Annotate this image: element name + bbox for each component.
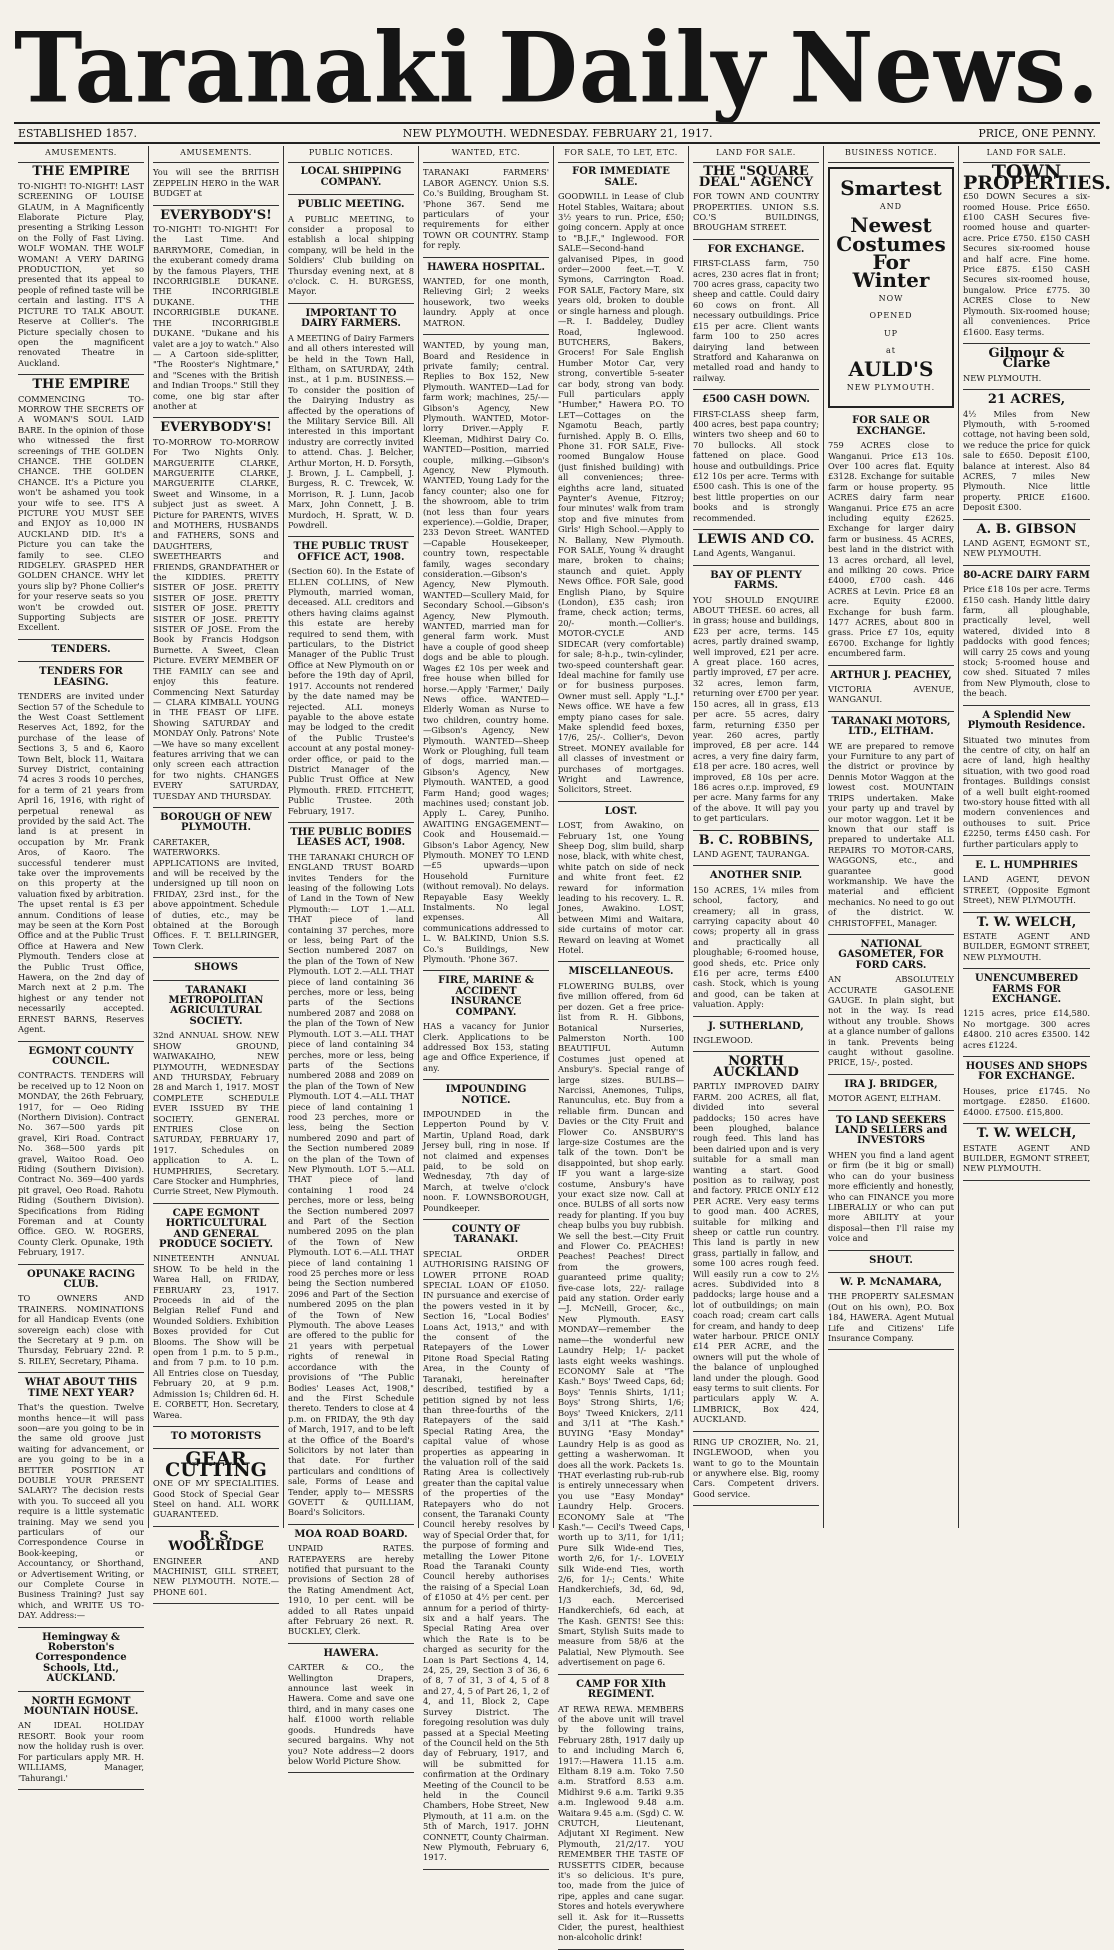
advertisement-title: TOWN PROPERTIES. xyxy=(963,161,1112,194)
advertisement xyxy=(18,164,144,368)
advertisement xyxy=(693,832,819,860)
advertisement-body: THE PROPERTY SALESMAN (Out on his own), P.O. Box 184, HAWERA. Agent Mutual Life and Citizens' Life Insurance Company. xyxy=(828,1291,954,1343)
advertisement xyxy=(423,976,549,1073)
advertisement xyxy=(423,263,549,328)
divider xyxy=(693,389,819,390)
advertisement xyxy=(963,974,1090,1050)
dateline xyxy=(14,122,1100,144)
advertisement xyxy=(153,420,279,801)
advertisement xyxy=(288,309,414,531)
advertisement-title: 21 ACRES, xyxy=(987,392,1066,408)
divider xyxy=(693,1016,819,1017)
advertisement-title: FOR SALE OR EXCHANGE. xyxy=(852,415,930,437)
costume-box-line7: NOW xyxy=(878,293,904,303)
masthead-word-daily: Daily xyxy=(498,11,766,125)
divider xyxy=(288,1643,414,1644)
column-5 xyxy=(554,146,689,1943)
advertisement xyxy=(288,828,414,1518)
advertisement xyxy=(153,986,279,1197)
advertisement-title: LEWIS AND CO. xyxy=(697,532,815,547)
advertisement-title: 80-ACRE DAIRY FARM xyxy=(963,569,1090,581)
advertisement xyxy=(153,963,279,973)
column-heading: LAND FOR SALE. xyxy=(963,146,1090,163)
advertisement-body: FIRST-CLASS sheep farm, 400 acres, best papa country; winters two sheep and 60 to 70 bullocks. All stock fattened on place. Good house and outbuildings. Price £12 10s per acre. Terms with £500 cash. This is one of the best little properties on our books and is strongly recommended. xyxy=(693,408,819,523)
advertisement-body: MOTOR AGENT, ELTHAM. xyxy=(828,1093,941,1104)
advertisement-title: TARANAKI MOTORS, LTD., ELTHAM. xyxy=(831,715,951,738)
advertisement-title: IRA J. BRIDGER, xyxy=(844,1078,938,1090)
advertisement xyxy=(693,164,819,233)
advertisement-body: TO-MORROW TO-MORROW For Two Nights Only. MARGUERITE CLARKE, MARGUERITE CLARKE, MARGUERITE CLARKE, Sweet and Winsome, in a subject just as sweet. A Picture for PARENTS, WIVES and MOTHERS, HUSBANDS and FATHERS, SONS and DAUGHTERS, SWEETHEARTS and FRIENDS, GRANDFATHER or the KIDDIES. PRETTY SISTER OF JOSE. PRETTY SISTER OF JOSE. PRETTY SISTER OF JOSE. PRETTY SISTER OF JOSE. PRETTY SISTER OF JOSE. From the Book by Francis Hodgson Burnette. A Sweet, Clean Picture. EVERY MEMBER OF THE FAMILY can see and enjoy this feature. Commencing Next Saturday— CLARA KIMBALL YOUNG in THE FEAST OF LIFE. Showing SATURDAY and MONDAY Only. Patrons' Note—We have so many excellent features arriving that we can only screen each attraction for two nights. CHANGES EVERY SATURDAY, TUESDAY AND THURSDAY. xyxy=(153,436,279,801)
costume-box-line10: at xyxy=(886,346,896,356)
costume-box-line8: OPENED xyxy=(869,311,913,321)
advertisement xyxy=(558,967,684,1667)
advertisement-title: TARANAKI METROPOLITAN AGRICULTURAL SOCIETY. xyxy=(168,984,264,1027)
advertisement-body: ONE OF MY SPECIALITIES. Good Stock of Special Gear Steel on hand. ALL WORK GUARANTEED. xyxy=(153,1478,279,1520)
advertisement xyxy=(288,167,414,188)
advertisement-title: CAMP FOR XIth REGIMENT. xyxy=(576,1678,666,1701)
advertisement-title: BAY OF PLENTY FARMS. xyxy=(710,569,802,592)
advertisement-title: A. B. GIBSON xyxy=(976,521,1077,537)
advertisement-body: FOR TOWN AND COUNTRY PROPERTIES. UNION S.S. CO.'S BUILDINGS, BROUGHAM STREET. xyxy=(693,191,819,233)
column-4 xyxy=(419,146,554,1863)
advertisement-title: ANOTHER SNIP. xyxy=(709,870,803,882)
divider xyxy=(18,1627,144,1628)
advertisement xyxy=(558,167,684,794)
advertisement-body: A PUBLIC MEETING, to consider a proposal to establish a local shipping company, will be held in the Soldiers' Club building on Thursday evening next, at 8 o'clock. C. H. BURGESS, Mayor. xyxy=(288,213,414,297)
advertisement xyxy=(288,200,414,297)
advertisement-title: HAWERA. xyxy=(323,1647,379,1659)
divider xyxy=(18,1691,144,1692)
advertisement xyxy=(423,1085,549,1213)
advertisement-body: IMPOUNDED in the Lepperton Pound by V. Martin, Upland Road, dark Jersey bull, ring in nose. If not claimed and expenses paid, to be sold on Wednesday, 7th day of March, at twelve o'clock noon. F. LOWNSBOROUGH, Poundkeeper. xyxy=(423,1108,549,1213)
advertisement xyxy=(963,914,1090,963)
masthead-word-news: News. xyxy=(789,11,1100,125)
advertisement xyxy=(828,940,954,1068)
divider xyxy=(963,1180,1090,1181)
advertisement-title: TENDERS. xyxy=(51,643,111,655)
advertisement-body: Situated two minutes from the centre of city, on half an acre of land, high healthy situation, with two good road frontages. Buildings consist of a well built eight-roomed two-story house fitted with all modern conveniences and outhouses to suit. Price £2250, terms £450 cash. For further particulars apply to xyxy=(963,734,1090,849)
advertisement xyxy=(18,377,144,633)
divider xyxy=(153,1203,279,1204)
advertisement-body: CONTRACTS. TENDERS will be received up to 12 Noon on MONDAY, the 26th February, 1917, for — Oeo Riding (Northern Division). Contract No. 367—500 yards pit gravel, Kiri Road. Contract No. 368—500 yards pit gravel, Waitoo Road. Oeo Riding (Southern Division). Contract No. 369—400 yards pit gravel, Oeo Road. Rahotu Riding (Southern Division). Specifications from Riding Foreman and at County Office. GEO. W. ROGERS, County Clerk. Opunake, 19th February, 1917. xyxy=(18,1070,144,1258)
divider xyxy=(153,1526,279,1527)
costume-box-line5: For xyxy=(872,250,910,275)
divider xyxy=(423,1219,549,1220)
advertisement-title: EVERYBODY'S! xyxy=(160,420,272,436)
divider xyxy=(963,1123,1090,1124)
advertisement-body: Houses, price £1745. No mortgage. £2850. £1600. £4000. £7500. £15,800. xyxy=(963,1085,1090,1117)
advertisement-title: IMPOUNDING NOTICE. xyxy=(445,1084,527,1106)
advertisement-body: RING UP CROZIER, No. 21, INGLEWOOD, when you want to go to the Mountain or anywhere else. Big, roomy Cars. Competent drivers. Good service. xyxy=(693,1436,819,1499)
advertisement-body: INGLEWOOD. xyxy=(693,1035,753,1046)
masthead-word-taranaki: Taranaki xyxy=(14,11,475,125)
divider xyxy=(963,1056,1090,1057)
advertisement xyxy=(18,1697,144,1783)
advertisement-title: IMPORTANT TO DAIRY FARMERS. xyxy=(301,307,401,330)
advertisement-body: 32nd ANNUAL SHOW. NEW SHOW GROUND, WAIWAKAIHO, NEW PLYMOUTH, WEDNESDAY AND THURSDAY, February 28 and March 1, 1917. MOST COMPLETE SCHEDULE EVER ISSUED BY THE SOCIETY. GENERAL ENTRIES Close on SATURDAY, FEBRUARY 17, 1917. Schedules on application to A. L. HUMPHRIES, Secretary. Care Stocker and Humphries, Currie Street, New Plymouth. xyxy=(153,1030,279,1197)
divider xyxy=(558,801,684,802)
divider xyxy=(18,1789,144,1790)
advertisement-title: A Splendid New Plymouth Residence. xyxy=(967,709,1086,732)
advertisement-body: Price £18 10s per acre. Terms £150 cash. Handy little dairy farm, all ploughable, practically level, well watered, divided into 8 paddocks with good fences; will carry 25 cows and young stock; 5-roomed house and cow shed. Situated 7 miles from New Plymouth, close to the beach. xyxy=(963,584,1090,699)
advertisement-body: NEW PLYMOUTH. xyxy=(963,372,1042,383)
advertisement-title: COUNTY OF TARANAKI. xyxy=(451,1224,521,1246)
divider xyxy=(18,639,144,640)
advertisement-title: NATIONAL GASOMETER, FOR FORD CARS. xyxy=(838,938,944,971)
column-1 xyxy=(14,146,149,1783)
advertisement-title: SHOWS xyxy=(194,962,238,974)
advertisement-body: CARETAKER, WATERWORKS. APPLICATIONS are invited, and will be received by the undersigned up till noon on FRIDAY, 23rd inst., for the above appointment. Schedule of duties, etc., may be obtained at the Borough Offices. F. T. BELLRINGER, Town Clerk. xyxy=(153,836,279,951)
advertisement-title: ARTHUR J. PEACHEY, xyxy=(830,669,952,681)
advertisement xyxy=(963,861,1090,906)
advertisement-title: TO LAND SEEKERS LAND SELLERS and INVESTORS xyxy=(834,1114,948,1147)
divider xyxy=(558,1674,684,1675)
advertisement xyxy=(18,645,144,655)
column-2 xyxy=(149,146,284,1597)
advertisement xyxy=(558,1680,684,1943)
advertisement-body: VICTORIA AVENUE, WANGANUI. xyxy=(828,684,954,705)
advertisement xyxy=(18,1633,144,1685)
divider xyxy=(963,968,1090,969)
advertisement-body: NINETEENTH ANNUAL SHOW. To be held in the Warea Hall, on FRIDAY, FEBRUARY 23, 1917. Proceeds in aid of the Belgian Relief Fund and Wounded Soldiers. Exhibition Boxes provided for Cut Blooms. The Show will be open from 1 p.m. to 5 p.m., and from 7 p.m. to 10 p.m. All Entries close on Tuesday, February 20, at 9 p.m. Admission 1s; Children 6d. H. E. CORBETT, Hon. Secretary, Warea. xyxy=(153,1253,279,1420)
column-6 xyxy=(689,146,824,1528)
column-7 xyxy=(824,146,959,1528)
columns xyxy=(14,146,1112,1943)
advertisement-title: HAWERA HOSPITAL. xyxy=(427,261,545,273)
costume-box-line4: Costumes xyxy=(836,231,946,256)
advertisement-title: LOST. xyxy=(604,805,638,817)
divider xyxy=(693,1431,819,1432)
advertisement-body: WE are prepared to remove your Furniture to any part of the district or province by Dennis Motor Waggon at the lowest cost. MOUNTAIN TRIPS undertaken. Make your party up and travel by our motor waggon. Let it be known that our staff is prepared to undertake ALL REPAIRS TO MOTOR-CARS, WAGGONS, etc., and guarantee good workmanship. We have the material and efficient mechanics. No need to go out of the district. W. CHRISTOFFEL, Manager. xyxy=(828,740,954,928)
advertisement-title: B. C. ROBBINS, xyxy=(698,832,814,848)
advertisement xyxy=(963,161,1112,337)
column-8 xyxy=(959,146,1112,1528)
advertisement-body: TO-NIGHT! TO-NIGHT! LAST SCREENING OF LOUISE GLAUM, in A Magnificently Elaborate Picture Play, presenting a Striking Lesson on the Folly of Fast Living. WOLF WOMAN. THE WOLF WOMAN! A VERY DARING PRODUCTION, yet so presented that its appeal to people of refined taste will be certain and lasting. IT'S A PICTURE TO TALK ABOUT. Reserve at Collier's. The Picture specially chosen to open the magnificent renovated Theatre in Auckland. xyxy=(18,180,144,368)
divider xyxy=(828,1349,954,1350)
divider xyxy=(153,417,279,418)
divider xyxy=(423,970,549,971)
advertisement-body: WANTED, by young man, Board and Residence in private family; central. Replies to Box 152, New Plymouth. WANTED—Lad for farm work; machines, 25/-—Gibson's Agency, New Plymouth. WANTED, Motor-lorry Driver.—Apply F. Kleeman, Midhirst Dairy Co. WANTED—Position, married couple, milking.—Gibson's Agency, New Plymouth. WANTED, Young Lady for the fancy counter; also one for the showroom, able to trim (not less than four years experience).—Goldie, Draper, 233 Devon Street. WANTED—Capable Housekeeper, country town, respectable family, wages secondary consideration.—Gibson's Agency, New Plymouth. WANTED—Scullery Maid, for Secondary School.—Gibson's Agency, New Plymouth. WANTED, married man for general farm work. Must have a couple of good sheep dogs and be able to plough. Wages £2 10s per week and free house when billed for horse.—Apply 'Farmer,' Daily News office. WANTED—Elderly Woman as Nurse to two children, country home.—Gibson's Agency, New Plymouth. WANTED—Sheep Work or Ploughing, full team of dogs, married man.—Gibson's Agency, New Plymouth. WANTED, a good Farm Hand; good wages; machines used; constant job. Apply L. Carey, Puniho. AWAITING ENGAGEMENT—Cook and Housemaid.—Gibson's Labor Agency, New Plymouth. MONEY TO LEND—£5 upwards—upon Household Furniture (without removal). No delays. Repayable Easy Weekly Instalments. No legal expenses. All communications addressed to L. W. BALKIND, Union S.S. Co.'s Buildings, New Plymouth. 'Phone 367. xyxy=(423,340,549,965)
divider xyxy=(828,1110,954,1111)
place-date-text: NEW PLYMOUTH. WEDNESDAY. FEBRUARY 21, 1917. xyxy=(402,126,713,140)
advertisement-body: TO-NIGHT! TO-NIGHT! For the Last Time. And BARRYMORE, Comedian, in the exuberant comedy drama by the famous Players, THE INCORRIGIBLE DUKANE. THE INCORRIGIBLE DUKANE. THE INCORRIGIBLE DUKANE. THE INCORRIGIBLE DUKANE. "Dukane and his valet are a joy to watch." Also— A Cartoon side-splitter, "The Rooster's Nightmare," and "Scenes with the British and Indian Troops." Still they come, one big star after another at xyxy=(153,224,279,411)
divider xyxy=(18,661,144,662)
divider xyxy=(963,343,1090,344)
divider xyxy=(423,257,549,258)
advertisement xyxy=(963,392,1090,513)
advertisement-body: 1215 acres, price £14,580. No mortgage. 300 acres £4800. 210 acres £3500. 142 acres £1224. xyxy=(963,1008,1090,1050)
divider xyxy=(693,529,819,530)
divider xyxy=(828,665,954,666)
advertisement-title: CAPE EGMONT HORTICULTURAL AND GENERAL PRODUCE SOCIETY. xyxy=(159,1207,273,1250)
divider xyxy=(153,1603,279,1604)
advertisement xyxy=(153,1448,279,1520)
divider xyxy=(963,565,1090,566)
advertisement-title: TO MOTORISTS xyxy=(170,1430,262,1442)
advertisement-body: AN ABSOLUTELY ACCURATE GASOLENE GAUGE. In plain sight, but not in the way. Is read without any trouble. Shows at a glance number of gallons in tank. Prevents being caught without gasoline. PRICE, 15/-, posted. xyxy=(828,974,954,1068)
divider xyxy=(423,334,549,335)
advertisement xyxy=(288,542,414,816)
advertisement-body: You will see the BRITISH ZEPPELIN HERO in the WAR BUDGET at xyxy=(153,167,279,199)
divider xyxy=(693,865,819,866)
advertisement-title: FIRE, MARINE & ACCIDENT INSURANCE COMPANY. xyxy=(438,975,534,1018)
advertisement-body: ESTATE AGENT AND BUILDER, EGMONT STREET, NEW PLYMOUTH. xyxy=(963,1142,1090,1174)
advertisement-body: (Section 60). In the Estate of ELLEN COLLINS, of New Plymouth, married woman, deceased. ALL creditors and others having claims against this estate are hereby required to send them, with particulars, to the District Manager of the Public Trust Office at New Plymouth on or before the 19th day of April, 1917. Accounts not rendered by the date named may be rejected. ALL moneys payable to the above estate may be lodged to the credit of the Public Trustee's account at any postal money-order office, or paid to the District Manager of the Public Trust Office at New Plymouth. FRED. FITCHETT, Public Trustee. 20th February, 1917. xyxy=(288,566,414,816)
advertisement-title: FOR IMMEDIATE SALE. xyxy=(572,166,670,188)
advertisement-body: YOU SHOULD ENQUIRE ABOUT THESE. 60 acres, all in grass; house and buildings, £23 per acre, terms. 145 acres, partly drained swamp, well improved, £21 per acre. A great place. 160 acres, partly improved, £7 per acre. 32 acres, lemon farm, returning over £700 per year. 150 acres, all in grass, £13 per acre. 55 acres, dairy farm, returning £350 per year. 260 acres, partly improved, £8 per acre. 144 acres, a very fine dairy farm, £18 per acre. 180 acres, well improved, £8 10s per acre. 186 acres o.r.p. improved, £9 per acre. Many farms for any of the above. It will pay you to get particulars. xyxy=(693,594,820,824)
divider xyxy=(18,1264,144,1265)
advertisement xyxy=(963,345,1090,383)
divider xyxy=(828,1272,954,1273)
advertisement-body: GOODWILL in Lease of Club Hotel Stables, Waitara; about 3½ years to run. Price, £50; going concern. Apply at once to "B.J.F.," Inglewood. FOR SALE—Second-hand galvanised Pipes, in good order—2000 feet.—T. V. Symons, Carrington Road. FOR SALE, Factory Mare, six years old, broken to double or single harness and plough.—R. I. Baddeley, Dudley Road, Inglewood. BUTCHERS, Bakers, Grocers! For Sale English Humber Motor Car, very strong, convertible 5-seater car body, strong van body. Full particulars apply "Humber," Hawera P.O. TO LET—Cottages on the Ngamotu Beach, partly furnished. Apply B. O. Ellis, Phone 31. FOR SALE, Five-roomed Bungalow House (just finished building) with all conveniences; three-eighths acre land, situated Paynter's Avenue, Fitzroy; four minutes' walk from tram stop and five minutes from Girls' High School.—Apply to N. Ballany, New Plymouth. FOR SALE, Young ¾ draught mare, broken to chains; staunch and quiet. Apply News Office. FOR Sale, good English Piano, by Squire (London), £35 cash; iron frame, check action; terms, 20/- month.—Collier's. MOTOR-CYCLE AND SIDECAR (very comfortable) for sale; 8-h.p., twin-cylinder, two-speed countershaft gear. Ideal machine for family use or for business purposes. Owner must sell. Apply "L.J." News office. WE have a few empty piano cases for sale. Make splendid feed boxes, 17/6, 25/-. Collier's, Devon Street. MONEY available for all classes of investment or purchases of mortgages. Wright and Lawrence, Solicitors, Street. xyxy=(558,191,684,795)
advertisement-title: UNENCUMBERED FARMS FOR EXCHANGE. xyxy=(974,973,1079,1006)
advertisement xyxy=(963,1062,1090,1117)
advertisement-title: MISCELLANEOUS. xyxy=(568,966,674,978)
advertisement-title: EGMONT COUNTY COUNCIL. xyxy=(28,1045,134,1067)
advertisement-title: EVERYBODY'S! xyxy=(160,207,272,223)
advertisement-body: THE TARANAKI CHURCH OF ENGLAND TRUST BOARD invites Tenders for the leasing of the following Lots of Land in the Town of New Plymouth:— LOT 1.—ALL THAT piece of land containing 37 perches, more or less, being Part of the Section numbered 2087 on the plan of the Town of New Plymouth. LOT 2.—ALL THAT piece of land containing 36 perches, more or less, being parts of the Sections numbered 2087 and 2088 on the plan of the Town of New Plymouth. LOT 3.—ALL THAT piece of land containing 34 perches, more or less, being parts of the Sections numbered 2088 and 2089 on the plan of the Town of New Plymouth. LOT 4.—ALL THAT piece of land containing 1 rood 23 perches, more or less, being the Section numbered 2090 and part of the Section numbered 2089 on the plan of the Town of New Plymouth. LOT 5.—ALL THAT piece of land containing 1 rood 24 perches, more or less, being the Section numbered 2097 and Part of the Section numbered 2095 on the plan of the Town of New Plymouth. LOT 6.—ALL THAT piece of land containing 1 rood 25 perches more or less being the Section numbered 2096 and Part of the Section numbered 2095 on the plan of the Town of New Plymouth. The above Leases are offered to the public for 21 years with perpetual rights of renewal in accordance with the provisions of "The Public Bodies' Leases Act, 1908," and the First Schedule thereto. Tenders to close at 4 p.m. on FRIDAY, the 9th day of March, 1917, and to be left at the Office of the Board's Solicitors by not later than that date. For further particulars and conditions of sale, Forms of Lease and Tender, apply to— MESSRS GOVETT & QUILLIAM, Board's Solicitors. xyxy=(288,851,414,1518)
advertisement-title: BOROUGH OF NEW PLYMOUTH. xyxy=(160,811,272,834)
advertisement xyxy=(828,717,954,928)
advertisement xyxy=(828,1256,954,1266)
advertisement xyxy=(693,245,819,383)
advertisement-body: SPECIAL ORDER AUTHORISING RAISING OF LOWER PITONE ROAD SPECIAL LOAN OF £1050. IN pursuance and exercise of the powers vested in it by Section 16, "Local Bodies' Loans Act, 1913," and with the consent of the Ratepayers of the Lower Pitone Road Special Rating Area, in the County of Taranaki, hereinafter described, testified by a petition signed by not less than three-fourths of the Ratepayers of the said Special Rating Area, the capital value of whose properties as appearing in the valuation roll of the said Rating Area is collectively greater than the capital value of the properties of the Ratepayers who do not consent, the Taranaki County Council hereby resolves by way of Special Order that, for the purpose of forming and metalling the Lower Pitone Road the Taranaki County Council hereby authorises the raising of a Special Loan of £1050 at 4½ per cent. per annum for a period of thirty-six and a half years. The Special Rating Area over which the Rate is to be charged as security for the Loan is Part Sections 4, 14, 24, 25, 29, Section 3 of 36, 6 of 8, 7 of 31, 3 of 4, 5 of 8 and 27, 4, 5 of Part 26, 1, 2 of 4, and 11, Block 2, Cape Survey District. The foregoing resolution was duly passed at a Special Meeting of the Council held on the 5th day of February, 1917, and will be submitted for confirmation at the Ordinary Meeting of the Council to be held in the Council Chambers, Hobe Street, New Plymouth, at 11 a.m. on the 5th of March, 1917. JOHN CONNETT, County Chairman. New Plymouth, February 6, 1917. xyxy=(423,1248,549,1863)
divider xyxy=(693,1505,819,1506)
divider xyxy=(693,239,819,240)
advertisement-body: ENGINEER AND MACHINIST, GILL STREET, NEW PLYMOUTH. NOTE.—PHONE 601. xyxy=(153,1555,279,1597)
advertisement xyxy=(153,1209,279,1420)
established-text: ESTABLISHED 1857. xyxy=(18,126,137,140)
costume-box-line12: NEW PLYMOUTH. xyxy=(846,382,936,392)
advertisement-title: THE PUBLIC BODIES LEASES ACT, 1908. xyxy=(290,826,412,849)
advertisement-title: MOA ROAD BOARD. xyxy=(294,1528,408,1540)
divider xyxy=(18,1372,144,1373)
advertisement-title: T. W. WELCH, xyxy=(976,1126,1077,1142)
divider xyxy=(153,980,279,981)
advertisement xyxy=(828,671,954,705)
advertisement-body: 759 ACRES close to Wanganui. Price £13 10s. Over 100 acres flat. Equity £3128. Exchange for suitable farm or house property. 95 ACRES dairy farm near Wanganui. Price £75 an acre including equity £2625. Exchange for larger dairy farm or business. 45 ACRES, best land in the district with 13 acres orchard, all level, and milking 20 cows. Price £4000, £700 cash. 446 ACRES at Levin. Price £8 an acre. Equity £2000. Exchange for bush farm. 1477 ACRES, about 800 in grass. Price £7 10s, equity £6700. Exchange for lightly encumbered farm. xyxy=(828,440,954,659)
divider xyxy=(828,934,954,935)
advertisement-title: NORTH EGMONT MOUNTAIN HOUSE. xyxy=(23,1695,139,1718)
column-heading: LAND FOR SALE. xyxy=(693,146,819,163)
advertisement xyxy=(828,416,954,658)
advertisement xyxy=(558,807,684,956)
column-heading: PUBLIC NOTICES. xyxy=(288,146,414,163)
column-3 xyxy=(284,146,419,1766)
advertisement-body: £50 DOWN Secures a six-roomed House. Price £650. £100 CASH Secures five-roomed house and quarter-acre. Price £750. £150 CASH Secures six-roomed house and half acre. Fine home. Price £875. £150 CASH Secures six-roomed house, bungalow. Price £775. 30 ACRES Close to New Plymouth. Six-roomed house; all conveniences. Price £1600. Easy terms. xyxy=(963,191,1090,337)
divider xyxy=(153,1426,279,1427)
advertisement xyxy=(693,1054,819,1425)
advertisement xyxy=(693,571,819,824)
advertisement xyxy=(423,167,549,250)
column-heading: FOR SALE, TO LET, ETC. xyxy=(558,146,684,163)
price-text: PRICE, ONE PENNY. xyxy=(978,126,1096,140)
advertisement-body: LAND AGENT, TAURANGA. xyxy=(693,848,810,859)
divider xyxy=(423,1079,549,1080)
advertisement-title: E. L. HUMPHRIES xyxy=(975,859,1078,871)
divider xyxy=(423,1869,549,1870)
advertisement-title: LOCAL SHIPPING COMPANY. xyxy=(300,166,402,188)
advertisement-body: AN IDEAL HOLIDAY RESORT. Book your room now the holiday rush is over. For particulars apply MR. H. WILLIAMS, Manager, 'Tahurangi.' xyxy=(18,1720,144,1783)
advertisement-title: TENDERS FOR LEASING. xyxy=(39,666,123,688)
column-heading: BUSINESS NOTICE. xyxy=(828,146,954,163)
divider xyxy=(18,1041,144,1042)
advertisement xyxy=(423,1225,549,1863)
advertisement-body: 150 ACRES, 1¼ miles from school, factory, and creamery; all in grass, carrying capacity about 40 cows; property all in grass and practically all ploughable; 6-roomed house, good sheds, etc. Price only £16 per acre, terms £400 cash. Stock, which is young and good, can be taken at valuation. Apply: xyxy=(693,884,819,1010)
advertisement-title: Gilmour & Clarke xyxy=(988,345,1065,372)
advertisement-title: Hemingway & Roberston's Correspondence Schools, Ltd., AUCKLAND. xyxy=(35,1631,127,1685)
advertisement-body: LAND AGENT, EGMONT ST., NEW PLYMOUTH. xyxy=(963,538,1090,559)
divider xyxy=(558,961,684,962)
advertisement xyxy=(693,1437,819,1499)
advertisement-title: HOUSES AND SHOPS FOR EXCHANGE. xyxy=(965,1061,1088,1083)
advertisement-body: TARANAKI FARMERS' LABOR AGENCY. Union S.S. Co.'s Building, Brougham St. 'Phone 367. Send me particulars of your requirements for either TOWN OR COUNTRY. Stamp for reply. xyxy=(423,167,549,251)
divider xyxy=(693,565,819,566)
divider xyxy=(153,807,279,808)
advertisement xyxy=(693,871,819,1009)
divider xyxy=(828,1250,954,1251)
advertisement-title: OPUNAKE RACING CLUB. xyxy=(26,1268,136,1291)
divider xyxy=(288,303,414,304)
advertisement xyxy=(18,1378,144,1620)
advertisement-title: W. P. McNAMARA, xyxy=(840,1276,942,1288)
advertisement-title: £500 CASH DOWN. xyxy=(702,394,810,406)
advertisement-title: NORTH AUCKLAND xyxy=(713,1054,799,1080)
column-heading: AMUSEMENTS. xyxy=(153,146,279,163)
costume-advertisement xyxy=(828,167,954,408)
advertisement-title: R. S. WOOLRIDGE xyxy=(168,1528,264,1555)
advertisement xyxy=(288,1530,414,1637)
advertisement-body: HAS a vacancy for Junior Clerk. Applications to be addressed Box 153, stating age and Office Experience, if any. xyxy=(423,1021,549,1073)
advertisement-title: THE EMPIRE xyxy=(32,377,130,393)
advertisement xyxy=(693,395,819,523)
advertisement xyxy=(828,1080,954,1104)
costume-box-line1: Smartest xyxy=(840,176,942,201)
advertisement xyxy=(423,340,549,964)
advertisement xyxy=(153,1528,279,1597)
divider xyxy=(288,822,414,823)
advertisement-body: LOST, from Awakino, on February 1st, one Young Sheep Dog, slim build, sharp nose, black, with white chest, white patch on side of neck and white front feet. £2 reward for information leading to his recovery. L. R. Jones, Awakino. LOST, between Mimi and Waitara, side curtains of motor car. Reward on leaving at Womet Hotel. xyxy=(558,820,684,956)
advertisement-body: TO OWNERS AND TRAINERS. NOMINATIONS for all Handicap Events (one sovereign each) close with the Secretary at 9 p.m. on Thursday, February 22nd. P. S. RILEY, Secretary, Pihama. xyxy=(18,1293,144,1366)
advertisement xyxy=(963,571,1090,699)
advertisement-body: COMMENCING TO-MORROW THE SECRETS OF A WOMAN'S SOUL LAID BARE. In the opinion of those who witnessed the first screenings of THE GOLDEN CHANCE. THE GOLDEN CHANCE. THE GOLDEN CHANCE. It's a Picture you won't be ashamed you took your wife to see. IT'S A PICTURE YOU MUST SEE and ENJOY as 10,000 IN AUCKLAND DID. It's a Picture you can take the family to see. CLEO RIDGELEY. GRASPED HER GOLDEN CHANCE. WHY let yours slip by? Phone Collier's for your reserve seats so you won't be crowded out. Supporting Subjects are Excellent. xyxy=(18,393,144,633)
costume-box-line2: AND xyxy=(879,201,903,211)
advertisement xyxy=(18,667,144,1034)
advertisement-title: SHOUT. xyxy=(869,1254,913,1266)
divider xyxy=(153,957,279,958)
divider xyxy=(963,389,1090,390)
divider xyxy=(288,1772,414,1773)
advertisement xyxy=(963,521,1090,559)
advertisement xyxy=(288,1649,414,1766)
column-heading: AMUSEMENTS. xyxy=(18,146,144,163)
advertisement-title: PUBLIC MEETING. xyxy=(297,199,405,211)
advertisement-body: WANTED, for one month, Relieving Girl; 2 weeks housework, two weeks laundry. Apply at once MATRON. xyxy=(423,276,549,328)
divider xyxy=(693,1051,819,1052)
divider xyxy=(963,705,1090,706)
divider xyxy=(153,205,279,206)
divider xyxy=(288,536,414,537)
masthead xyxy=(14,8,1100,125)
divider xyxy=(963,912,1090,913)
divider xyxy=(963,519,1090,520)
advertisement-title: GEAR CUTTING xyxy=(165,1448,267,1481)
costume-box-line3: Newest xyxy=(850,213,932,238)
advertisement-title: THE PUBLIC TRUST OFFICE ACT, 1908. xyxy=(293,541,409,563)
advertisement-body: Land Agents, Wanganui. xyxy=(693,548,796,559)
advertisement-body: UNPAID RATES. RATEPAYERS are hereby notified that pursuant to the provisions of Section 28 of the Rating Amendment Act, 1910, 10 per cent. will be added to all Rates unpaid after February 26 next. R. BUCKLEY, Clerk. xyxy=(288,1543,414,1637)
divider xyxy=(288,1524,414,1525)
advertisement-body: WHEN you find a land agent or firm (be it big or small) who can do your business more efficiently and honestly, who can FINANCE you more LIBERALLY or who can put more ABILITY at your disposal—then I'll raise my voice and xyxy=(828,1149,954,1244)
advertisement-body: A MEETING of Dairy Farmers and all others interested will be held in the Town Hall, Eltham, on SATURDAY, 24th inst., at 1 p.m. BUSINESS.—To consider the position of the Dairying Industry as affected by the operations of the Military Service Bill. All interested in this important industry are correctly invited to attend. Chas. J. Belcher, Arthur Morton, H. D. Forsyth, J. Brown, J. L. Campbell, J. Burgess, R. C. Trewcek, W. Morrison, R. J. Lunn, Jacob Marx, John Connett, J. B. Murdoch, H. Spratt, W. D. Powdrell. xyxy=(288,332,414,530)
costume-box-line11: AULD'S xyxy=(848,357,934,382)
costume-box-line9: UP xyxy=(883,328,899,338)
advertisement xyxy=(963,1126,1090,1174)
advertisement xyxy=(693,1022,819,1046)
advertisement xyxy=(828,1278,954,1343)
advertisement xyxy=(828,1116,954,1244)
advertisement-title: T. W. WELCH, xyxy=(976,914,1077,930)
advertisement-body: AT REWA REWA. MEMBERS of the above unit will travel by the following trains, February 28th, 1917 daily up to and including March 6, 1917:—Hawera 11.15 a.m. Eltham 8.19 a.m. Toko 7.50 a.m. Stratford 8.53 a.m. Midhirst 9.6 a.m. Tariki 9.35 a.m. Inglewood 9.48 a.m. Waitara 9.45 a.m. (Sgd) C. W. CRUTCH, Lieutenant, Adjutant XI Regiment. New Plymouth, 21/2/17. YOU REMEMBER THE TASTE OF RUSSETTS CIDER, because it's so delicious. It's pure, too, made from the juice of ripe, apples and cane sugar. Stores and hotels everywhere sell it. Ask for it—Russetts Cider, the purest, healthiest non-alcoholic drink! xyxy=(558,1703,684,1943)
advertisement xyxy=(153,207,279,412)
advertisement xyxy=(153,167,279,198)
divider xyxy=(963,855,1090,856)
advertisement xyxy=(153,813,279,951)
advertisement-title: J. SUTHERLAND, xyxy=(708,1020,804,1032)
advertisement-body: LAND AGENT, DEVON STREET, (Opposite Egmont Street), NEW PLYMOUTH. xyxy=(963,874,1090,906)
column-heading: WANTED, ETC. xyxy=(423,146,549,163)
advertisement-body: FIRST-CLASS farm, 750 acres, 230 acres flat in front; 700 acres grass, capacity two sheep and cattle. Could dairy 60 cows on front. All necessary outbuildings. Price £15 per acre. Client wants farm 100 to 250 acres dairying land between Stratford and Kaharanwa on metalled road and handy to railway. xyxy=(693,258,819,383)
advertisement-title: FOR EXCHANGE. xyxy=(707,243,805,255)
divider xyxy=(828,711,954,712)
divider xyxy=(288,194,414,195)
advertisement-body: ESTATE AGENT AND BUILDER, EGMONT STREET, NEW PLYMOUTH. xyxy=(963,931,1090,962)
advertisement-body: PARTLY IMPROVED DAIRY FARM. 200 ACRES, all flat, divided into several paddocks; 150 acres have been ploughed, balance rough feed. This land has been dairied upon and is very suitable for a small man wanting a start. Good position as to railway, post and factory. PRICE ONLY £12 PER ACRE. Very easy terms to good man. 400 ACRES, suitable for milking and sheep or cattle run country. This land is partly in new grass, partially in fallow, and some 100 acres rough feed. Will easily run a cow to 2½ acres. Subdivided into 8 paddocks; large house and a lot of outbuildings; on main coach road; cream cart calls for cream, and handy to deep water harbour. PRICE ONLY £14 PER ACRE, and the owners will put the whole of the balance of unploughed land under the plough. Good easy terms to suit clients. For particulars apply W. A. LIMBRICK, Box 424, AUCKLAND. xyxy=(693,1081,819,1425)
divider xyxy=(18,374,144,375)
advertisement xyxy=(963,711,1090,849)
divider xyxy=(828,1074,954,1075)
advertisement xyxy=(18,1047,144,1258)
advertisement xyxy=(153,1432,279,1442)
advertisement-title: THE "SQUARE DEAL" AGENCY xyxy=(698,164,814,190)
advertisement-body: That's the question. Twelve months hence—it will pass soon—are you going to be in the same old groove just waiting for advancement, or are you going to be in a BETTER POSITION AT DOUBLE YOUR PRESENT SALARY? The decision rests with you. To succeed all you require is a little systematic training. May we send you particulars of our Correspondence Course in Book-keeping, or Accountancy, or Shorthand, or Advertisement Writing, or our Complete Course in Business Training? Just say which, and WRITE US TO-DAY. Address:— xyxy=(18,1402,144,1621)
advertisement-body: 4½ Miles from New Plymouth, with 5-roomed cottage, not having been sold, we reduce the price for quick sale to £650. Deposit £100, balance at interest. Also 84 ACRES, 7 miles New Plymouth. Nice little property. PRICE £1600. Deposit £300. xyxy=(963,408,1090,513)
advertisement-body: CARTER & CO., the Wellington Drapers, announce last week in Hawera. Come and save one third, and in many cases one half. £1000 worth reliable goods. Hundreds have secured bargains. Why not you? Note address—2 doors below World Picture Show. xyxy=(288,1662,414,1766)
advertisement-title: THE EMPIRE xyxy=(32,164,130,180)
advertisement-body: TENDERS are invited under Section 57 of the Schedule to the West Coast Settlement Reserves Act, 1892, for the purchase of the lease of Sections 3, 5 and 6, Kaoro Town Belt, block 11, Waitara Survey District, containing 74 acres 3 roods 10 perches, for a term of 21 years from April 16, 1916, with right of perpetual renewal as provided by the said Act. The land is at present in occupation by Mr. Frank Aros, of Kaoro. The successful tenderer must take over the improvements on this property at the valuation fixed by arbitration. The upset rental is £3 per annum. Conditions of lease may be seen at the Korn Post Office and at the Public Trust Office at Hawera and New Plymouth. Tenders close at the Public Trust Office, Hawera, on the 2nd day of March next at 2 p.m. The highest or any tender not necessarily accepted. ERNEST BARNS, Reserves Agent. xyxy=(18,691,144,1035)
advertisement xyxy=(18,1270,144,1367)
advertisement-title: WHAT ABOUT THIS TIME NEXT YEAR? xyxy=(24,1377,138,1399)
divider xyxy=(693,830,819,831)
advertisement-body: FLOWERING BULBS, over five million offered, from 6d per dozen. Get a free price-list from R. H. Gibbons, Botanical Nurseries, Palmerston North. 100 BEAUTIFUL Autumn Costumes just opened at Ansbury's. Special range of large sizes. BULBS—Narcissi, Anemones, Tulips, Ranunculus, etc. Buy from a reliable firm. Duncan and Davies or the City Fruit and Flower Co. ANSBURY'S large-size Costumes are the talk of the town. Don't be disappointed, but shop early. IF you want a large-size costume, Ansbury's have your exact size now. Call at once. BULBS of all sorts now ready for planting. If you buy cheap bulbs you buy rubbish. We sell the best.—City Fruit and Flower Co. PEACHES! Peaches! Peaches! Direct from the growers, guaranteed prime quality; five-case lots, 22/- railage paid any station. Order early—J. McNeill, Grocer, &c., New Plymouth. EASY MONDAY—remember the name—the wonderful new Laundry Help; 1/- packet lasts eight weeks washings. ECONOMY Sale at "The Kash." Boys' Tweed Caps, 6d; Boys' Tennis Shirts, 1/11; Boys' Strong Shirts, 1/6; Boys' Tweed Knickers, 2/11 and 3/11 at "The Kash." BUYING "Easy Monday" Laundry Help is as good as getting a washerwoman. It does all the work. Packets 1s. THAT everlasting rub-rub-rub is entirely unnecessary when you use "Easy Monday" Laundry Help. Grocers. ECONOMY Sale at "The Kash."— Cecil's Tweed Caps, worth up to 3/11, for 1/11; Pure Silk Wide-end Ties, worth 2/6, for 1/-. LOVELY Silk Wide-end Ties, worth 2/6, for 1/-; Cents.' White Handkerchiefs, 3d, 6d, 9d, 1/3 each. Mercerised Handkerchiefs, 6d each, at The Kash. GENTS! See this: Smart, Stylish Suits made to measure from 58/6 at the Palatial, New Plymouth. See advertisement on page 6. xyxy=(558,980,684,1668)
costume-box-line6: Winter xyxy=(852,268,930,293)
advertisement xyxy=(693,532,819,559)
